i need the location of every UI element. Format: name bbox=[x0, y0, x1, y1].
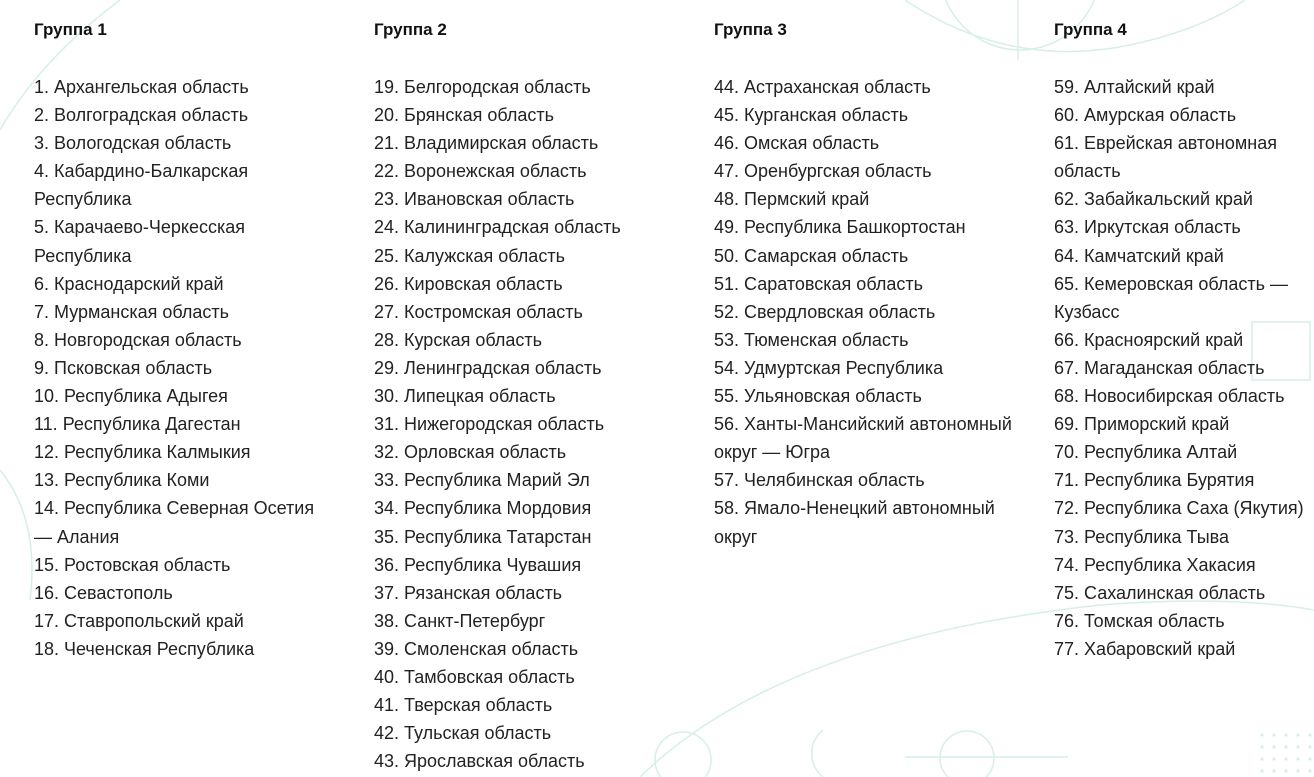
region-item: 77. Хабаровский край bbox=[1054, 638, 1236, 659]
region-item: 24. Калининградская область bbox=[374, 217, 621, 238]
region-item: 40. Тамбовская область bbox=[374, 666, 575, 687]
region-item: 47. Оренбургская область bbox=[714, 161, 932, 182]
region-item: 32. Орловская область bbox=[374, 442, 567, 463]
region-item: 21. Владимирская область bbox=[374, 133, 599, 154]
region-item: 50. Самарская область bbox=[714, 245, 909, 266]
region-list bbox=[374, 73, 674, 775]
region-item: 6. Краснодарский край bbox=[34, 273, 224, 294]
region-item: 10. Республика Адыгея bbox=[34, 386, 228, 407]
region-item: 56. Ханты-Мансийский автономный округ — Югра bbox=[714, 414, 1012, 463]
region-item: 62. Забайкальский край bbox=[1054, 189, 1253, 210]
region-item: 58. Ямало-Ненецкий автономный округ bbox=[714, 498, 995, 547]
region-item: 72. Республика Саха (Якутия) bbox=[1054, 498, 1304, 519]
region-item: 28. Курская область bbox=[374, 329, 542, 350]
region-item: 34. Республика Мордовия bbox=[374, 498, 592, 519]
group-title: Группа 3 bbox=[714, 20, 787, 39]
region-item: 49. Республика Башкортостан bbox=[714, 217, 966, 238]
region-item: 59. Алтайский край bbox=[1054, 77, 1215, 97]
group-4 bbox=[1054, 17, 1312, 663]
region-item: 8. Новгородская область bbox=[34, 329, 242, 350]
region-item: 15. Ростовская область bbox=[34, 554, 231, 575]
region-item: 46. Омская область bbox=[714, 133, 880, 154]
region-item: 11. Республика Дагестан bbox=[34, 414, 241, 435]
region-item: 75. Сахалинская область bbox=[1054, 582, 1266, 603]
region-item: 69. Приморский край bbox=[1054, 414, 1230, 435]
region-item: 27. Костромская область bbox=[374, 301, 583, 322]
region-item: 23. Ивановская область bbox=[374, 189, 575, 210]
region-item: 4. Кабардино-Балкарская Республика bbox=[34, 161, 249, 210]
group-title: Группа 4 bbox=[1054, 20, 1127, 39]
region-item: 64. Камчатский край bbox=[1054, 245, 1224, 266]
region-item: 42. Тульская область bbox=[374, 723, 552, 744]
region-item: 57. Челябинская область bbox=[714, 470, 925, 491]
region-item: 66. Красноярский край bbox=[1054, 329, 1244, 350]
region-item: 13. Республика Коми bbox=[34, 470, 210, 491]
region-item: 2. Волгоградская область bbox=[34, 105, 249, 126]
region-list bbox=[34, 73, 334, 663]
region-item: 38. Санкт-Петербург bbox=[374, 610, 546, 631]
region-item: 31. Нижегородская область bbox=[374, 414, 605, 435]
region-item: 1. Архангельская область bbox=[34, 77, 249, 97]
region-item: 26. Кировская область bbox=[374, 273, 563, 294]
region-item: 9. Псковская область bbox=[34, 357, 213, 378]
region-item: 25. Калужская область bbox=[374, 245, 565, 266]
region-item: 48. Пермский край bbox=[714, 189, 870, 210]
region-item: 52. Свердловская область bbox=[714, 301, 936, 322]
group-2 bbox=[374, 17, 674, 775]
group-title: Группа 2 bbox=[374, 20, 447, 39]
region-item: 61. Еврейская автономная область bbox=[1054, 133, 1277, 182]
region-item: 71. Республика Бурятия bbox=[1054, 470, 1255, 491]
region-item: 14. Республика Северная Осетия — Алания bbox=[34, 498, 315, 547]
region-item: 68. Новосибирская область bbox=[1054, 386, 1285, 407]
region-item: 74. Республика Хакасия bbox=[1054, 554, 1256, 575]
region-item: 73. Республика Тыва bbox=[1054, 526, 1230, 547]
region-item: 60. Амурская область bbox=[1054, 105, 1237, 126]
region-item: 41. Тверская область bbox=[374, 695, 553, 716]
region-item: 7. Мурманская область bbox=[34, 301, 230, 322]
group-1 bbox=[34, 17, 334, 663]
region-item: 63. Иркутская область bbox=[1054, 217, 1241, 238]
region-item: 36. Республика Чувашия bbox=[374, 554, 582, 575]
region-item: 51. Саратовская область bbox=[714, 273, 923, 294]
region-item: 44. Астраханская область bbox=[714, 77, 931, 97]
region-item: 65. Кемеровская область — Кузбасс bbox=[1054, 273, 1288, 322]
region-item: 17. Ставропольский край bbox=[34, 610, 244, 631]
region-item: 12. Республика Калмыкия bbox=[34, 442, 251, 463]
region-item: 19. Белгородская область bbox=[374, 77, 591, 97]
region-item: 45. Курганская область bbox=[714, 105, 909, 126]
region-item: 43. Ярославская область bbox=[374, 751, 585, 772]
region-item: 29. Ленинградская область bbox=[374, 357, 602, 378]
group-title: Группа 1 bbox=[34, 20, 107, 39]
group-3 bbox=[714, 17, 1014, 551]
region-item: 35. Республика Татарстан bbox=[374, 526, 592, 547]
region-item: 67. Магаданская область bbox=[1054, 357, 1265, 378]
region-item: 3. Вологодская область bbox=[34, 133, 232, 154]
region-item: 70. Республика Алтай bbox=[1054, 442, 1238, 463]
region-item: 22. Воронежская область bbox=[374, 161, 587, 182]
region-item: 55. Ульяновская область bbox=[714, 386, 922, 407]
region-item: 5. Карачаево-Черкесская Республика bbox=[34, 217, 246, 266]
region-item: 37. Рязанская область bbox=[374, 582, 563, 603]
region-list bbox=[1054, 73, 1312, 663]
region-item: 76. Томская область bbox=[1054, 610, 1225, 631]
region-item: 16. Севастополь bbox=[34, 582, 173, 603]
region-item: 30. Липецкая область bbox=[374, 386, 556, 407]
region-item: 39. Смоленская область bbox=[374, 638, 579, 659]
region-item: 33. Республика Марий Эл bbox=[374, 470, 590, 491]
region-item: 54. Удмуртская Республика bbox=[714, 357, 944, 378]
region-item: 18. Чеченская Республика bbox=[34, 638, 255, 659]
region-list bbox=[714, 73, 1014, 551]
region-item: 20. Брянская область bbox=[374, 105, 555, 126]
region-item: 53. Тюменская область bbox=[714, 329, 909, 350]
